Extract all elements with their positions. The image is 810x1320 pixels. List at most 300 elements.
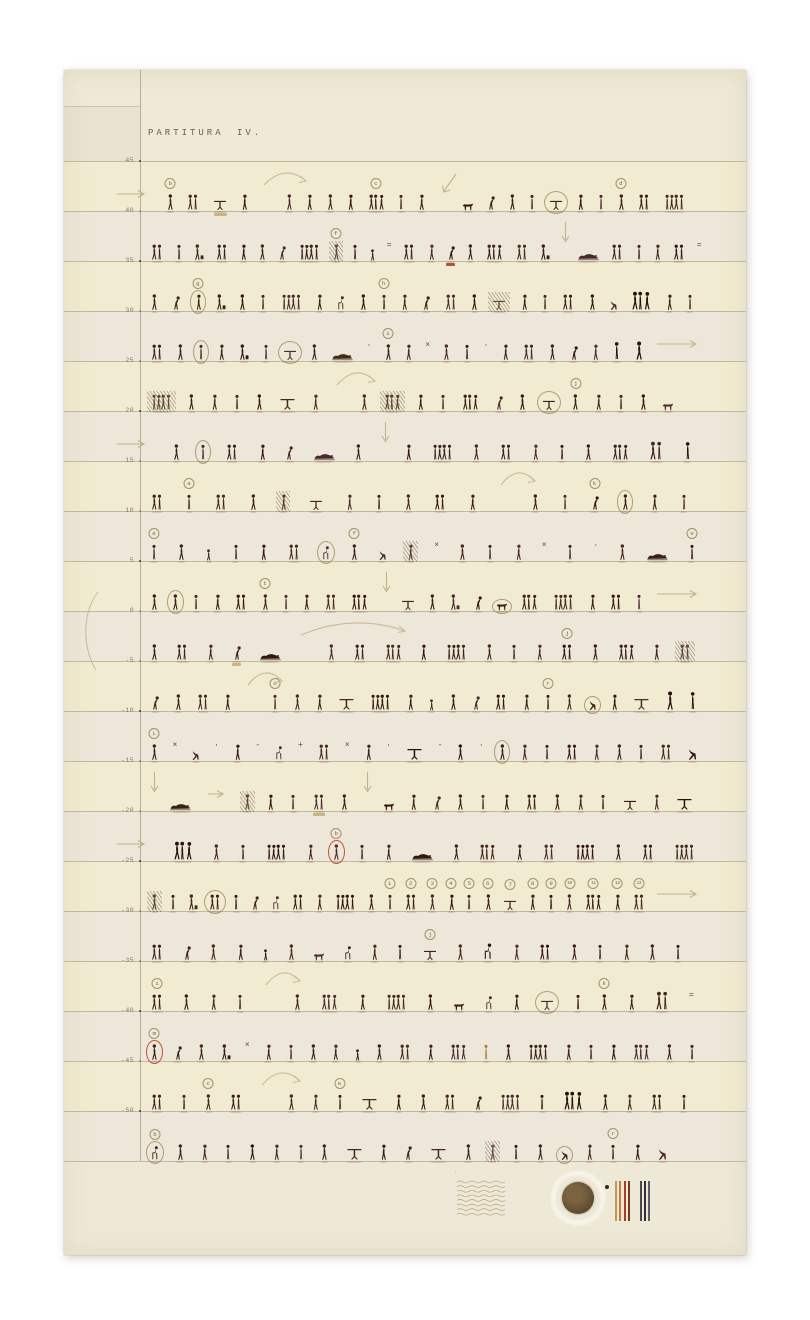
figure-walk: [171, 594, 180, 611]
figure-walk: [548, 344, 557, 361]
sign-x: ×: [434, 541, 440, 550]
figure-walk2: [404, 344, 413, 361]
figure-stand: [637, 744, 645, 761]
mark-arrow: [656, 339, 702, 349]
figure-pair: [565, 744, 579, 761]
figure-table: [422, 931, 438, 961]
figure-stand: [574, 994, 582, 1011]
figure-sled: [313, 450, 336, 461]
figure-walk2: [502, 794, 511, 811]
scale-label: 40: [125, 207, 134, 214]
figure-walk: [243, 794, 252, 811]
badge-label: b: [150, 1129, 161, 1140]
figure-walk: [150, 644, 159, 661]
figure-walk2: [272, 1144, 281, 1161]
figure-carry: [539, 244, 550, 261]
figure-sled: [646, 550, 669, 561]
figure-walk2: [358, 994, 367, 1011]
hatch-marks: [403, 541, 418, 562]
figure-group4: [527, 1044, 550, 1061]
figure-walk2: [468, 494, 477, 511]
figure-sled: [411, 850, 434, 861]
mark-darr: [382, 571, 391, 597]
figure-stand: [397, 194, 405, 211]
figure-table: [308, 495, 324, 511]
figure-walk: [238, 294, 247, 311]
scale-label: 30: [125, 307, 134, 314]
mark-arrow: [656, 589, 702, 599]
figure-stand: [336, 1080, 344, 1111]
figure-walk: [615, 744, 624, 761]
figure-walk2: [520, 294, 529, 311]
figure-walk2: [264, 1044, 273, 1061]
hatch-marks: [147, 891, 162, 912]
figure-sled: [259, 650, 282, 661]
figure-walk2: [501, 344, 510, 361]
figure-walk2: [306, 844, 315, 861]
figure-walk2: [236, 944, 245, 961]
sign-dot: ·: [366, 341, 372, 350]
figure-walk2: [213, 594, 222, 611]
figure-walk2: [400, 294, 409, 311]
mark-darr: [363, 771, 372, 797]
hatch-marks: [488, 292, 510, 312]
figure-walk2: [633, 1144, 642, 1161]
figure-walk: [176, 1144, 185, 1161]
figure-group4: [298, 244, 321, 261]
figure-group4: [334, 894, 357, 911]
figure-stand: [587, 1044, 595, 1061]
figure-stand: [597, 194, 605, 211]
figure-stand: [688, 530, 696, 561]
figure-walk: [209, 944, 218, 961]
figure-pair: [499, 444, 513, 461]
figure-stand: [262, 344, 270, 361]
figure-sit: [274, 745, 284, 761]
figure-table: [337, 692, 356, 711]
figure-walk2: [514, 544, 523, 561]
sign-x: ×: [425, 341, 431, 350]
figure-pair: [650, 1094, 664, 1111]
figure-bend: [173, 1044, 183, 1061]
figure-table: [212, 195, 228, 211]
figure-table: [622, 795, 638, 811]
figure-group4: [673, 844, 696, 861]
badge-label: k: [589, 478, 600, 489]
figure-trio: [172, 841, 194, 861]
figure-pair: [208, 894, 222, 911]
figure-table: [541, 395, 557, 411]
figure-child: [354, 1049, 361, 1061]
figure-walk: [419, 1094, 428, 1111]
scale-label: -20: [121, 807, 134, 814]
figure-walk: [150, 894, 159, 911]
figure-walk2: [520, 744, 529, 761]
figure-stand: [351, 244, 359, 261]
badge-label: b: [165, 178, 176, 189]
figure-walk: [172, 444, 181, 461]
ink-dot: [605, 1185, 609, 1189]
figure-pair: [150, 344, 164, 361]
figure-stand: [463, 344, 471, 361]
hatch-marks: [329, 241, 344, 262]
figure-dog: [662, 403, 674, 412]
figure-walk2: [259, 544, 268, 561]
figure-walk2: [206, 644, 215, 661]
figure-table: [400, 595, 416, 611]
badge-label: j: [570, 378, 581, 389]
signature-mark-dot: ·: [454, 1170, 458, 1176]
figure-walk2: [315, 694, 324, 711]
figure-walk: [426, 994, 435, 1011]
scale-label: 10: [125, 507, 134, 514]
color-stripe: [648, 1181, 650, 1221]
figure-walk2: [576, 194, 585, 211]
figure-walk: [464, 1144, 473, 1161]
badge-label: 9: [546, 878, 557, 889]
figure-walk2: [515, 844, 524, 861]
figure-walk: [536, 1144, 545, 1161]
scale-label: -35: [121, 957, 134, 964]
figure-bend: [494, 394, 504, 411]
figure-carry: [238, 344, 249, 361]
scale-label: 45: [125, 157, 134, 164]
figure-stand: [482, 1044, 490, 1061]
scale-label: 20: [125, 407, 134, 414]
figure-pair: [542, 844, 556, 861]
figure-stand: [233, 394, 241, 411]
figure-pair: [225, 444, 239, 461]
figure-trio: [617, 644, 636, 661]
figure-walk: [150, 730, 159, 761]
figure-walk: [618, 544, 627, 561]
figure-walk2: [404, 444, 413, 461]
figure-walk: [293, 994, 302, 1011]
figure-walk: [150, 1030, 159, 1061]
figure-pair: [560, 630, 574, 661]
figure-walk2: [610, 694, 619, 711]
figure-pair: [610, 244, 624, 261]
figure-walk2: [627, 994, 636, 1011]
badge-label: k: [599, 978, 610, 989]
figure-walk2: [394, 1094, 403, 1111]
color-stripe: [619, 1181, 621, 1221]
figure-trio: [520, 594, 539, 611]
badge-label: f: [349, 528, 360, 539]
figure-pair: [312, 794, 326, 811]
mark-arc: [259, 1069, 303, 1087]
mark-arrowS: [207, 789, 229, 799]
sign-x: ×: [172, 741, 178, 750]
figure-bend: [486, 194, 496, 211]
figure-walk: [255, 394, 264, 411]
figure-walk: [177, 544, 186, 561]
hatch-marks: [147, 391, 176, 412]
figure-stand: [259, 294, 267, 311]
figure-stand: [541, 294, 549, 311]
figure-table: [675, 792, 694, 811]
figure-pair: [494, 694, 508, 711]
figure-walk: [293, 694, 302, 711]
figure-stand: [680, 494, 688, 511]
mark-arc: [334, 369, 378, 387]
figure-walk2: [416, 394, 425, 411]
figure-bend: [150, 694, 160, 711]
figure-pair: [659, 744, 673, 761]
figure-stand: [289, 794, 297, 811]
figure-walk: [565, 694, 574, 711]
figure-heel: [378, 550, 387, 561]
figure-walk: [248, 1144, 257, 1161]
figure-walk2: [594, 394, 603, 411]
scale-label: -45: [121, 1057, 134, 1064]
figure-walk: [428, 880, 437, 911]
scale-label: -30: [121, 907, 134, 914]
figure-stand: [192, 594, 200, 611]
coin-stamp: [562, 1182, 594, 1214]
figure-heel: [657, 1148, 668, 1161]
figure-walk: [404, 494, 413, 511]
figure-pair: [196, 694, 210, 711]
figure-bend: [182, 944, 192, 961]
figure-pair: [525, 794, 539, 811]
figure-walk2: [665, 294, 674, 311]
figure-walk: [287, 944, 296, 961]
figure-carry: [215, 294, 226, 311]
figure-stand: [686, 294, 694, 311]
color-stripe: [628, 1181, 630, 1221]
figure-stand: [596, 944, 604, 961]
artwork-sheet: [64, 70, 746, 1255]
figure-walk2: [200, 1144, 209, 1161]
figure-walk: [150, 594, 159, 611]
figure-pair: [648, 441, 665, 461]
figure-walk2: [217, 344, 226, 361]
figure-group4: [663, 194, 686, 211]
figure-group4: [150, 394, 173, 411]
figure-pair: [175, 644, 189, 661]
figure-heel: [560, 1150, 569, 1161]
figure-walk2: [512, 944, 521, 961]
figure-walk: [498, 744, 507, 761]
figure-walk: [456, 744, 465, 761]
figure-stand: [674, 944, 682, 961]
badge-label: 10: [564, 878, 575, 889]
badge-label: i: [382, 328, 393, 339]
badge-label: v: [686, 528, 697, 539]
figure-pair: [561, 294, 575, 311]
figure-stand: [465, 880, 473, 911]
figure-trio: [449, 1044, 468, 1061]
figure-stand: [680, 1094, 688, 1111]
figure-walk: [452, 844, 461, 861]
figure-walk: [588, 294, 597, 311]
figure-table: [539, 995, 555, 1011]
figure-walk2: [305, 194, 314, 211]
figure-child: [262, 949, 269, 961]
figure-walk2: [194, 280, 203, 311]
mark-diag: [438, 173, 458, 197]
mark-arc: [298, 619, 408, 637]
figure-pair: [404, 880, 418, 911]
sign-dash: -: [255, 741, 261, 750]
figure-walk2: [522, 694, 531, 711]
figure-table: [360, 1092, 379, 1111]
figure-stand: [271, 680, 279, 711]
figure-table: [405, 742, 424, 761]
figure-table: [278, 392, 297, 411]
figure-walk2: [210, 394, 219, 411]
figure-stand: [635, 244, 643, 261]
figure-stand: [566, 544, 574, 561]
figure-walk: [442, 344, 451, 361]
figure-walk: [197, 1044, 206, 1061]
signature-scribble: [456, 1178, 508, 1225]
scale-label: -40: [121, 1007, 134, 1014]
figure-sit: [321, 545, 331, 561]
figure-walk2: [591, 344, 600, 361]
badge-label: c: [371, 178, 382, 189]
figure-walk: [504, 1044, 513, 1061]
figure-carry: [193, 244, 204, 261]
figure-walk2: [406, 544, 415, 561]
figure-heel: [191, 750, 200, 761]
figure-trio: [485, 244, 504, 261]
figure-walk: [665, 1044, 674, 1061]
figure-walk: [249, 494, 258, 511]
figure-pair: [215, 244, 229, 261]
badge-label: 6: [482, 878, 493, 889]
figure-bend: [284, 444, 294, 461]
figure-pair: [538, 944, 552, 961]
figure-walk2: [652, 794, 661, 811]
figure-stand: [358, 844, 366, 861]
figure-dog: [496, 603, 508, 612]
figure-walk: [359, 294, 368, 311]
figure-stand: [547, 880, 555, 911]
figure-table: [429, 1142, 448, 1161]
figure-stand: [439, 394, 447, 411]
sign-x: ×: [344, 741, 350, 750]
figure-walk: [472, 444, 481, 461]
figure-sit: [271, 895, 281, 911]
figure-stand: [683, 441, 692, 461]
figure-pair: [186, 194, 200, 211]
figure-row: [150, 1111, 668, 1170]
figure-bend: [473, 1094, 483, 1111]
figure-sit: [343, 945, 353, 961]
mark-arc: [261, 169, 309, 187]
badge-label: i: [152, 978, 163, 989]
figure-stand: [150, 530, 158, 561]
figure-walk: [458, 544, 467, 561]
figure-trio: [461, 394, 480, 411]
figure-walk2: [302, 594, 311, 611]
figure-pair: [150, 244, 164, 261]
figure-group4: [280, 294, 303, 311]
figure-pair: [291, 894, 305, 911]
figure-table: [491, 295, 507, 311]
figure-walk2: [384, 844, 393, 861]
figure-walk2: [331, 1044, 340, 1061]
mark-arrow: [656, 889, 702, 899]
figure-walk2: [592, 744, 601, 761]
figure-stand: [479, 794, 487, 811]
scale-label: -25: [121, 857, 134, 864]
scale-label: -5: [125, 657, 134, 664]
sign-dash: -: [437, 741, 443, 750]
figure-stand: [386, 880, 394, 911]
figure-pair: [609, 594, 623, 611]
mark-arrowL: [116, 839, 150, 849]
figure-walk: [182, 994, 191, 1011]
figure-pair: [444, 294, 458, 311]
figure-walk2: [585, 1144, 594, 1161]
figure-group4: [369, 694, 392, 711]
figure-walk: [375, 1044, 384, 1061]
figure-bend: [250, 894, 260, 911]
figure-walk: [508, 194, 517, 211]
sign-dot: ·: [593, 541, 599, 550]
badge-label: 8: [527, 878, 538, 889]
figure-stand: [486, 544, 494, 561]
figure-walk2: [240, 194, 249, 211]
figure-walk: [449, 694, 458, 711]
figure-walk2: [345, 494, 354, 511]
figure-walk: [584, 444, 593, 461]
figure-walk2: [379, 1144, 388, 1161]
figure-carry: [220, 1044, 231, 1061]
figure-table: [632, 692, 651, 711]
figure-bend: [471, 694, 481, 711]
hatch-marks: [276, 491, 291, 512]
figure-pair: [637, 194, 651, 211]
sign-dot: ·: [483, 341, 489, 350]
figure-bend: [232, 644, 242, 661]
hatch-marks: [380, 391, 405, 412]
figure-walk2: [233, 744, 242, 761]
badge-label: 1: [384, 878, 395, 889]
figure-walk: [212, 844, 221, 861]
stripe-gap: [633, 1181, 640, 1221]
figure-walk2: [239, 244, 248, 261]
figure-pair: [522, 344, 536, 361]
mark-arc: [498, 469, 538, 487]
figure-pair: [287, 544, 301, 561]
figure-bend: [277, 244, 287, 261]
figure-walk: [258, 244, 267, 261]
figure-pair: [150, 494, 164, 511]
figure-pair: [632, 881, 646, 911]
figure-pair: [515, 244, 529, 261]
figure-trio: [478, 844, 497, 861]
figure-walk: [571, 380, 580, 411]
figure-pair: [641, 844, 655, 861]
figure-pair: [150, 980, 164, 1011]
figure-walk: [204, 1080, 213, 1111]
sign-x: ×: [541, 541, 547, 550]
figure-walk2: [279, 494, 288, 511]
figure-trio: [611, 444, 630, 461]
figure-walk: [531, 494, 540, 511]
figure-walk: [591, 644, 600, 661]
figure-walk2: [427, 244, 436, 261]
figure-walk: [665, 691, 675, 711]
figure-bend: [569, 344, 579, 361]
figure-sled: [331, 350, 354, 361]
figure-walk: [570, 944, 579, 961]
badge-label: m: [149, 1028, 160, 1039]
